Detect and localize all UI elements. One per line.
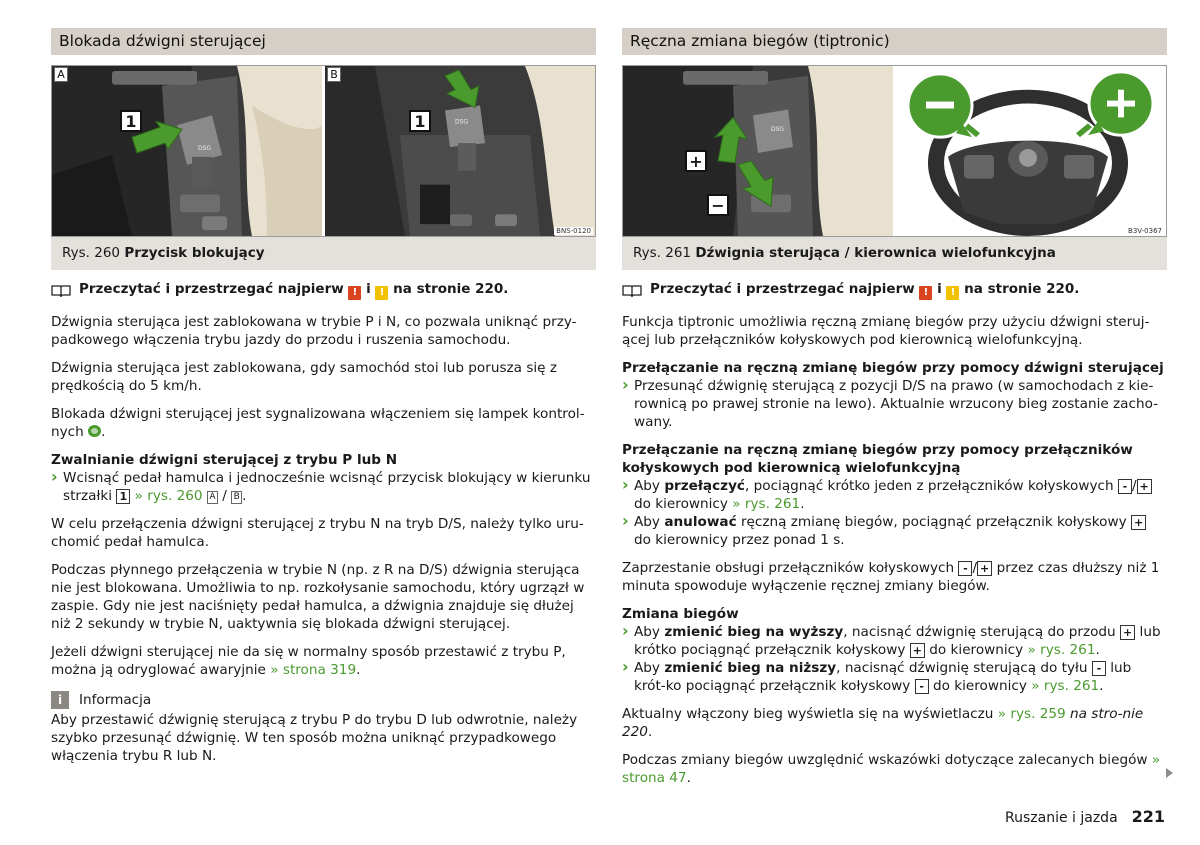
section-title: Ręczna zmiana biegów (tiptronic): [622, 28, 1167, 55]
figure-link[interactable]: » rys. 261: [1027, 642, 1096, 658]
subheading: Przełączanie na ręczną zmianę biegów przy pomocy dźwigni sterującej: [622, 360, 1164, 376]
figure-panel-lever: [623, 66, 893, 236]
bullet-text: do kierownicy: [932, 678, 1027, 694]
warning-yellow-icon: !: [946, 286, 959, 300]
subheading: Zmiana biegów: [622, 606, 739, 622]
paragraph-text: przez czas dłuższy niż 1 minuta spowoduje wyłączenie ręcznej zmiany biegów.: [622, 560, 1160, 594]
key-plus: +: [1120, 625, 1135, 640]
read-first-line: [622, 281, 1167, 300]
paragraph: [622, 559, 1167, 595]
panel-ref-b: B: [231, 491, 242, 504]
info-text: Aby przestawić dźwignię sterującą z trybu P do trybu D lub odwrotnie, należy szybko przesunąć dźwignię. W ten sposób można uniknąć przypadkowego włączenia trybu R lub N.: [51, 712, 578, 764]
subheading: Przełączanie na ręczną zmianę biegów przy pomocy przełączników kołyskowych pod kierownicą wielofunkcyjną: [622, 442, 1133, 476]
paragraph-italic: na stro-nie 220: [622, 706, 1144, 740]
paragraph-text: Blokada dźwigni sterującej jest sygnalizowana włączeniem się lampek kontrol-nych: [51, 406, 585, 440]
bullet-text: Aby: [634, 624, 660, 640]
info-heading: [51, 691, 596, 709]
paragraph: Podczas zmiany biegów uwzględnić wskazówki dotyczące zalecanych biegów » strona 47.: [622, 752, 1161, 786]
panel-ref-a: A: [207, 491, 218, 504]
key-minus: -: [915, 679, 929, 694]
svg-text:DSG: DSG: [198, 145, 212, 152]
key-plus: +: [910, 643, 925, 658]
book-icon: [622, 284, 642, 298]
list-item: › Aby przełączyć, pociągnąć krótko jeden z przełączników kołyskowych - / + do kierownicy » rys. 261.: [622, 477, 1167, 513]
paragraph: W celu przełączenia dźwigni sterującej z trybu N na tryb D/S, należy tylko uru-chomić pedał hamulca.: [51, 516, 584, 550]
bullet-text: do kierownicy przez ponad 1 s.: [634, 532, 845, 548]
figure-panel-a: [52, 66, 322, 236]
right-column: [622, 28, 1167, 787]
paragraph: Aktualny włączony bieg wyświetla się na wyświetlaczu » rys. 259 na stro-nie 220.: [622, 706, 1144, 740]
read-first-prefix: Przeczytać i przestrzegać najpierw: [650, 281, 915, 297]
figure-code: BNS-0120: [556, 227, 591, 235]
bullet-text: Aby: [634, 514, 660, 530]
bullet-text: , nacisnąć dźwignię sterującą do tyłu: [836, 660, 1088, 676]
warning-red-icon: !: [348, 286, 361, 300]
bullet-text: Aby: [634, 478, 660, 494]
bullet-text: ręczną zmianę biegów, pociągnąć przełącznik kołyskowy: [740, 514, 1127, 530]
svg-text:DSG: DSG: [771, 126, 785, 134]
list-item: › Przesunąć dźwignię sterującą z pozycji D/S na prawo (w samochodach z kie-rownicą po prawej stronie na lewo). Aktualnie wrzucony bieg zostanie zacho-wany.: [622, 377, 1167, 431]
separator: /: [1131, 478, 1137, 494]
key-plus: +: [1131, 515, 1146, 530]
gear-lever-illustration-b: [325, 66, 595, 236]
panel-letter-b: B: [327, 67, 341, 82]
bullet-text: , nacisnąć dźwignię sterującą do przodu: [843, 624, 1116, 640]
figure-link[interactable]: » rys. 259: [997, 706, 1066, 722]
paragraph: Blokada dźwigni sterującej jest sygnalizowana włączeniem się lampek kontrol-nych .: [51, 406, 585, 440]
figure-link[interactable]: » rys. 261: [732, 496, 801, 512]
figure-link[interactable]: » rys. 261: [1031, 678, 1100, 694]
list-item: › Aby zmienić bieg na niższy, nacisnąć dźwignię sterującą do tyłu - lub krót-ko pociągnąć przełącznik kołyskowy - do kierownicy » rys. 261.: [622, 659, 1167, 695]
info-title: Informacja: [79, 692, 152, 708]
list-item: › Aby zmienić bieg na wyższy, nacisnąć dźwignię sterującą do przodu + lub krótko pociągnąć przełącznik kołyskowy + do kierownicy » rys. 261.: [622, 623, 1167, 659]
info-icon: i: [51, 691, 69, 709]
paragraph: Podczas płynnego przełączenia w trybie N (np. z R na D/S) dźwignia sterująca nie jest blokowana. Umożliwia to np. rozkołysanie samochodu, który ugrzązł w zaspie. Gdy nie jest naciśnięty pedał hamulca, a dźwignia znajduje się dłużej niż 2 sekundy w trybie N, uaktywnia się blokada dźwigni sterującej.: [51, 562, 585, 632]
marker-box: 1: [116, 489, 130, 504]
key-minus: -: [1118, 479, 1132, 494]
figure-261: [622, 65, 1167, 237]
page-footer: [1005, 807, 1165, 826]
caption-title: Przycisk blokujący: [124, 245, 265, 261]
bullet-text: lub krót-ko pociągnąć przełącznik kołyskowy: [634, 660, 1132, 694]
paragraph-text: Podczas zmiany biegów uwzględnić wskazówki dotyczące zalecanych biegów: [622, 752, 1148, 768]
page-link[interactable]: » strona 47: [622, 752, 1161, 786]
bullet-text: , pociągnąć krótko jeden z przełączników kołyskowych: [745, 478, 1114, 494]
warning-red-icon: !: [919, 286, 932, 300]
gear-lever-illustration-a: [52, 66, 322, 236]
figure-caption: [51, 237, 596, 270]
section-title: Blokada dźwigni sterującej: [51, 28, 596, 55]
minus-marker: −: [707, 194, 729, 216]
figure-caption: [622, 237, 1167, 270]
page-number: 221: [1131, 807, 1166, 826]
read-first-suffix: na stronie 220.: [393, 281, 509, 297]
bullet-text: do kierownicy: [929, 642, 1024, 658]
key-minus: -: [958, 561, 972, 576]
figure-panel-wheel: [896, 66, 1166, 236]
bullet-text: do kierownicy: [634, 496, 728, 512]
paragraph-text: Zaprzestanie obsługi przełączników kołyskowych: [622, 560, 955, 576]
page-link[interactable]: » strona 319: [270, 662, 357, 678]
paragraph-text: Aktualny włączony bieg wyświetla się na wyświetlaczu: [622, 706, 994, 722]
key-plus: +: [1137, 479, 1152, 494]
paragraph: Funkcja tiptronic umożliwia ręczną zmianę biegów przy użyciu dźwigni steruj-ącej lub przełączników kołyskowych pod kierownicą wielofunkcyjną.: [622, 314, 1150, 348]
figure-panel-b: [325, 66, 595, 236]
marker-1-b: 1: [409, 110, 431, 132]
read-first-and: i: [366, 281, 371, 297]
read-first-suffix: na stronie 220.: [964, 281, 1080, 297]
separator: /: [222, 488, 227, 504]
steering-wheel-illustration: [896, 66, 1166, 236]
separator: /: [972, 560, 978, 576]
read-first-and: i: [937, 281, 942, 297]
tiptronic-lever-illustration: [623, 66, 893, 236]
bullet-text: lub krótko pociągnąć przełącznik kołyskowy: [634, 624, 1161, 658]
bullet-bold: przełączyć: [664, 478, 745, 494]
warning-yellow-icon: !: [375, 286, 388, 300]
book-icon: [51, 284, 71, 298]
caption-number: Rys. 260: [62, 245, 121, 261]
bullet-bold: anulować: [664, 514, 737, 530]
left-column: [51, 28, 596, 765]
paragraph: Jeżeli dźwigni sterującej nie da się w normalny sposób przestawić z trybu P, można ją odryglować awaryjnie » strona 319.: [51, 644, 566, 678]
figure-link[interactable]: » rys. 260: [134, 488, 203, 504]
paragraph: Dźwignia sterująca jest zablokowana, gdy samochód stoi lub porusza się z prędkością do 5 km/h.: [51, 360, 558, 394]
figure-260: [51, 65, 596, 237]
panel-letter-a: A: [54, 67, 68, 82]
paragraph: Dźwignia sterująca jest zablokowana w trybie P i N, co pozwala uniknąć przy-padkowego włączenia trybu jazdy do przodu i ruszenia samochodu.: [51, 314, 577, 348]
control-lamp-icon: [88, 425, 101, 437]
bullet-text: Wcisnąć pedał hamulca i jednocześnie wcisnąć przycisk blokujący w kierunku strzałki: [63, 470, 591, 504]
plus-marker: +: [685, 150, 707, 172]
list-item: › Wcisnąć pedał hamulca i jednocześnie wcisnąć przycisk blokujący w kierunku strzałki 1 » rys. 260 A / B .: [51, 469, 596, 505]
caption-title: Dźwignia sterująca / kierownica wielofunkcyjna: [695, 245, 1056, 261]
bullet-text: Aby: [634, 660, 660, 676]
svg-text:DSG: DSG: [455, 118, 469, 126]
next-page-arrow-icon: [1166, 768, 1173, 778]
subheading: Zwalnianie dźwigni sterującej z trybu P lub N: [51, 452, 398, 468]
bullet-bold: zmienić bieg na niższy: [664, 660, 837, 676]
marker-1-a: 1: [120, 110, 142, 132]
read-first-line: [51, 281, 596, 300]
figure-code: B3V-0367: [1128, 227, 1162, 235]
key-plus: +: [977, 561, 992, 576]
bullet-bold: zmienić bieg na wyższy: [664, 624, 844, 640]
caption-number: Rys. 261: [633, 245, 692, 261]
list-item: [622, 513, 1167, 549]
paragraph-text: Jeżeli dźwigni sterującej nie da się w normalny sposób przestawić z trybu P, można ją odryglować awaryjnie: [51, 644, 566, 678]
chapter-name: Ruszanie i jazda: [1005, 810, 1118, 826]
read-first-prefix: Przeczytać i przestrzegać najpierw: [79, 281, 344, 297]
key-minus: -: [1092, 661, 1106, 676]
